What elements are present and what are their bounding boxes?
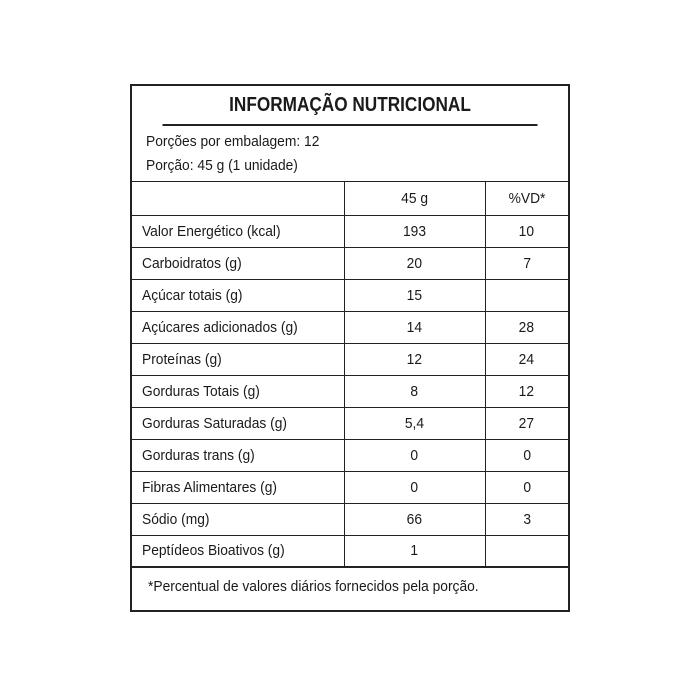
nutrient-dv: 28 (485, 311, 568, 343)
nutrient-amount: 15 (344, 279, 485, 311)
nutrient-dv: 10 (485, 215, 568, 247)
nutrient-dv: 3 (485, 503, 568, 535)
nutrient-amount: 20 (344, 247, 485, 279)
nutrient-name: Açúcares adicionados (g) (132, 311, 344, 343)
nutrient-amount: 0 (344, 471, 485, 503)
nutrient-dv: 0 (485, 439, 568, 471)
table-row (132, 279, 568, 311)
footnote: *Percentual de valores diários fornecidos pela porção. (148, 578, 479, 595)
nutrient-amount: 66 (344, 503, 485, 535)
nutrient-name: Açúcar totais (g) (132, 279, 344, 311)
nutrient-name: Gorduras Totais (g) (132, 375, 344, 407)
nutrient-name: Valor Energético (kcal) (132, 215, 344, 247)
nutrient-amount: 193 (344, 215, 485, 247)
nutrient-amount: 12 (344, 343, 485, 375)
nutrient-name: Fibras Alimentares (g) (132, 471, 344, 503)
table-row (132, 375, 568, 407)
nutrient-dv: 24 (485, 343, 568, 375)
nutrient-dv: 12 (485, 375, 568, 407)
table-row (132, 247, 568, 279)
table-row (132, 215, 568, 247)
dv-column-header: %VD* (485, 182, 568, 215)
nutrient-amount: 0 (344, 439, 485, 471)
nutrient-amount: 8 (344, 375, 485, 407)
nutrition-facts-label (130, 84, 570, 612)
nutrient-dv: 27 (485, 407, 568, 439)
table-header-row (132, 182, 568, 215)
table-row (132, 407, 568, 439)
nutrient-amount: 1 (344, 535, 485, 567)
label-title: INFORMAÇÃO NUTRICIONAL (163, 86, 538, 126)
table-row (132, 343, 568, 375)
header-blank-cell (132, 182, 344, 215)
servings-per-package: Porções por embalagem: 12 (146, 133, 320, 150)
table-row (132, 311, 568, 343)
serving-size: Porção: 45 g (1 unidade) (146, 157, 298, 174)
nutrient-amount: 14 (344, 311, 485, 343)
nutrient-table (132, 182, 568, 568)
nutrient-name: Carboidratos (g) (132, 247, 344, 279)
nutrient-name: Sódio (mg) (132, 503, 344, 535)
table-row (132, 503, 568, 535)
nutrient-dv (485, 279, 568, 311)
serving-info (132, 126, 568, 182)
nutrient-name: Proteínas (g) (132, 343, 344, 375)
nutrient-name: Gorduras Saturadas (g) (132, 407, 344, 439)
nutrient-name: Peptídeos Bioativos (g) (132, 535, 344, 567)
nutrient-dv: 7 (485, 247, 568, 279)
nutrient-dv: 0 (485, 471, 568, 503)
table-row (132, 471, 568, 503)
table-row (132, 535, 568, 567)
nutrient-dv (485, 535, 568, 567)
amount-column-header: 45 g (344, 182, 485, 215)
table-row (132, 439, 568, 471)
nutrient-amount: 5,4 (344, 407, 485, 439)
nutrient-name: Gorduras trans (g) (132, 439, 344, 471)
